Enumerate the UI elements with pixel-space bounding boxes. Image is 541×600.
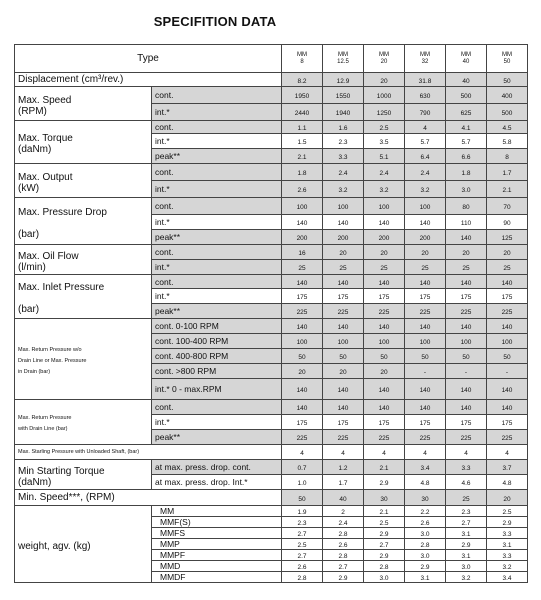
value-cell: 4.1 xyxy=(446,121,487,134)
value-cell: 20 xyxy=(323,245,364,260)
condition-label: cont. 100-400 RPM xyxy=(152,334,282,349)
value-cell: 1.6 xyxy=(323,121,364,134)
value-cell: 8 xyxy=(487,149,528,164)
value-cell: 5.7 xyxy=(405,134,446,149)
value-cell: 1.0 xyxy=(282,475,323,490)
value-cell: 225 xyxy=(405,304,446,319)
weight-value-cell: 2.3 xyxy=(446,506,487,517)
value-cell: 1.7 xyxy=(487,164,528,181)
value-cell: 225 xyxy=(364,304,405,319)
weight-value-cell: 2.8 xyxy=(323,528,364,539)
param-label: Max. Oil Flow (l/min) xyxy=(15,245,152,275)
spec-row xyxy=(15,121,528,134)
value-cell: 4.5 xyxy=(487,121,528,134)
value-cell: 30 xyxy=(364,490,405,506)
value-cell: 100 xyxy=(446,334,487,349)
value-cell: 100 xyxy=(282,198,323,215)
param-label: Max. Inlet Pressure (bar) xyxy=(15,275,152,319)
model-variant-label: MM xyxy=(152,506,282,517)
value-cell: 25 xyxy=(446,260,487,275)
weight-value-cell: 2.7 xyxy=(282,550,323,561)
value-cell: 140 xyxy=(323,319,364,334)
value-cell: 25 xyxy=(323,260,364,275)
value-cell: 0.7 xyxy=(282,460,323,475)
model-header: MM 40 xyxy=(446,45,487,73)
condition-label: int.* xyxy=(152,215,282,230)
weight-value-cell: 2.9 xyxy=(405,561,446,572)
value-cell: 140 xyxy=(405,379,446,400)
value-cell: 1.8 xyxy=(446,164,487,181)
model-header: MM 50 xyxy=(487,45,528,73)
spec-row xyxy=(15,400,528,415)
value-cell: 2440 xyxy=(282,104,323,121)
spec-row xyxy=(15,490,528,506)
value-cell: 100 xyxy=(364,334,405,349)
value-cell: 4 xyxy=(446,445,487,460)
value-cell: 175 xyxy=(405,289,446,304)
value-cell: 175 xyxy=(364,289,405,304)
value-cell: 50 xyxy=(323,349,364,364)
value-cell: 1.5 xyxy=(282,134,323,149)
value-cell: 4 xyxy=(405,445,446,460)
value-cell: 140 xyxy=(405,215,446,230)
value-cell: 4 xyxy=(405,121,446,134)
weight-value-cell: 2.5 xyxy=(487,506,528,517)
weight-value-cell: 3.2 xyxy=(487,561,528,572)
value-cell: 25 xyxy=(405,260,446,275)
weight-value-cell: 2.2 xyxy=(405,506,446,517)
value-cell: 3.0 xyxy=(446,181,487,198)
condition-label: int.* xyxy=(152,415,282,430)
model-variant-label: MMPF xyxy=(152,550,282,561)
value-cell: 140 xyxy=(446,319,487,334)
weight-value-cell: 2.9 xyxy=(364,528,405,539)
value-cell: 175 xyxy=(323,289,364,304)
weight-value-cell: 3.1 xyxy=(405,572,446,583)
value-cell: 20 xyxy=(364,73,405,87)
condition-label: cont. xyxy=(152,121,282,134)
value-cell: 140 xyxy=(323,379,364,400)
value-cell: 100 xyxy=(364,198,405,215)
value-cell: 40 xyxy=(323,490,364,506)
value-cell: 50 xyxy=(487,73,528,87)
param-label: Max. Speed (RPM) xyxy=(15,87,152,121)
value-cell: 90 xyxy=(487,215,528,230)
value-cell: 31.8 xyxy=(405,73,446,87)
value-cell: 140 xyxy=(282,319,323,334)
param-label: Min. Speed***, (RPM) xyxy=(15,490,282,506)
weight-value-cell: 2.6 xyxy=(282,561,323,572)
value-cell: 3.7 xyxy=(487,460,528,475)
weight-value-cell: 3.0 xyxy=(446,561,487,572)
condition-label: cont. xyxy=(152,198,282,215)
value-cell: 175 xyxy=(446,289,487,304)
param-label: Displacement (cm³/rev.) xyxy=(15,73,282,87)
value-cell: 140 xyxy=(487,275,528,289)
value-cell: 4 xyxy=(487,445,528,460)
value-cell: 140 xyxy=(364,275,405,289)
value-cell: 175 xyxy=(323,415,364,430)
value-cell: 175 xyxy=(364,415,405,430)
value-cell: 50 xyxy=(487,349,528,364)
value-cell: 25 xyxy=(364,260,405,275)
value-cell: 2.4 xyxy=(405,164,446,181)
value-cell: 200 xyxy=(364,230,405,245)
value-cell: 140 xyxy=(364,319,405,334)
condition-label: cont. 400-800 RPM xyxy=(152,349,282,364)
condition-label: int.* 0 - max.RPM xyxy=(152,379,282,400)
value-cell: 1000 xyxy=(364,87,405,104)
value-cell: 25 xyxy=(446,490,487,506)
value-cell: 140 xyxy=(282,215,323,230)
model-variant-label: MMDF xyxy=(152,572,282,583)
value-cell: 225 xyxy=(446,430,487,445)
value-cell: 140 xyxy=(282,275,323,289)
condition-label: int.* xyxy=(152,104,282,121)
value-cell: - xyxy=(446,364,487,379)
value-cell: 2.5 xyxy=(364,121,405,134)
value-cell: 2.4 xyxy=(323,164,364,181)
weight-value-cell: 1.9 xyxy=(282,506,323,517)
value-cell: 175 xyxy=(282,289,323,304)
weight-value-cell: 2.4 xyxy=(323,517,364,528)
weight-value-cell: 2.8 xyxy=(282,572,323,583)
spec-row xyxy=(15,445,528,460)
value-cell: 4.8 xyxy=(487,475,528,490)
param-label: Max. Output (kW) xyxy=(15,164,152,198)
value-cell: 2.1 xyxy=(282,149,323,164)
value-cell: 125 xyxy=(487,230,528,245)
spec-row xyxy=(15,198,528,215)
value-cell: 6.6 xyxy=(446,149,487,164)
value-cell: 30 xyxy=(405,490,446,506)
weight-value-cell: 2.9 xyxy=(364,550,405,561)
value-cell: 3.2 xyxy=(323,181,364,198)
value-cell: 2.9 xyxy=(364,475,405,490)
value-cell: 1250 xyxy=(364,104,405,121)
value-cell: 1.8 xyxy=(282,164,323,181)
condition-label: cont. xyxy=(152,164,282,181)
value-cell: 625 xyxy=(446,104,487,121)
param-label: Max. Return Pressure w/o Drain Line or Max. Pressure in Drain (bar) xyxy=(15,319,152,400)
condition-label: cont. xyxy=(152,245,282,260)
weight-value-cell: 2.1 xyxy=(364,506,405,517)
value-cell: 200 xyxy=(282,230,323,245)
condition-label: cont. xyxy=(152,400,282,415)
value-cell: 20 xyxy=(446,245,487,260)
weight-value-cell: 2.3 xyxy=(282,517,323,528)
condition-label: cont. 0-100 RPM xyxy=(152,319,282,334)
value-cell: 175 xyxy=(487,289,528,304)
condition-label: at max. press. drop. Int.* xyxy=(152,475,282,490)
specification-table xyxy=(14,44,528,583)
value-cell: 20 xyxy=(487,245,528,260)
weight-value-cell: 3.0 xyxy=(405,528,446,539)
value-cell: 4 xyxy=(282,445,323,460)
value-cell: 225 xyxy=(487,304,528,319)
value-cell: 100 xyxy=(323,334,364,349)
weight-value-cell: 2.9 xyxy=(487,517,528,528)
value-cell: 5.7 xyxy=(446,134,487,149)
weight-value-cell: 2.5 xyxy=(282,539,323,550)
value-cell: 140 xyxy=(446,230,487,245)
weight-value-cell: 3.0 xyxy=(364,572,405,583)
value-cell: 25 xyxy=(282,260,323,275)
value-cell: 20 xyxy=(405,245,446,260)
model-variant-label: MMF(S) xyxy=(152,517,282,528)
weight-value-cell: 2.6 xyxy=(323,539,364,550)
value-cell: 3.3 xyxy=(323,149,364,164)
value-cell: 790 xyxy=(405,104,446,121)
condition-label: peak** xyxy=(152,304,282,319)
value-cell: 175 xyxy=(405,415,446,430)
value-cell: 2.3 xyxy=(323,134,364,149)
value-cell: 70 xyxy=(487,198,528,215)
value-cell: 140 xyxy=(487,319,528,334)
condition-label: int.* xyxy=(152,134,282,149)
weight-value-cell: 3.1 xyxy=(446,528,487,539)
weight-value-cell: 3.2 xyxy=(446,572,487,583)
value-cell: 20 xyxy=(323,364,364,379)
value-cell: 1950 xyxy=(282,87,323,104)
param-label: Max. Pressure Drop (bar) xyxy=(15,198,152,245)
model-variant-label: MMP xyxy=(152,539,282,550)
value-cell: 100 xyxy=(405,198,446,215)
weight-value-cell: 2.7 xyxy=(323,561,364,572)
value-cell: - xyxy=(487,364,528,379)
value-cell: 20 xyxy=(282,364,323,379)
value-cell: 3.5 xyxy=(364,134,405,149)
value-cell: 225 xyxy=(364,430,405,445)
value-cell: 2.1 xyxy=(364,460,405,475)
value-cell: 50 xyxy=(405,349,446,364)
weight-value-cell: 3.3 xyxy=(487,550,528,561)
value-cell: 1940 xyxy=(323,104,364,121)
value-cell: 140 xyxy=(323,215,364,230)
model-variant-label: MMFS xyxy=(152,528,282,539)
condition-label: peak** xyxy=(152,230,282,245)
value-cell: 140 xyxy=(405,400,446,415)
condition-label: cont. xyxy=(152,87,282,104)
value-cell: 25 xyxy=(487,260,528,275)
param-label: Max. Torque (daNm) xyxy=(15,121,152,164)
header-row xyxy=(15,45,528,73)
spec-row xyxy=(15,319,528,334)
value-cell: 175 xyxy=(446,415,487,430)
value-cell: 140 xyxy=(446,400,487,415)
model-variant-label: MMD xyxy=(152,561,282,572)
weight-value-cell: 2 xyxy=(323,506,364,517)
value-cell: 500 xyxy=(446,87,487,104)
value-cell: 3.2 xyxy=(364,181,405,198)
weight-value-cell: 3.4 xyxy=(487,572,528,583)
value-cell: 16 xyxy=(282,245,323,260)
value-cell: 140 xyxy=(446,379,487,400)
table-body xyxy=(15,45,528,583)
spec-row xyxy=(15,73,528,87)
value-cell: 4 xyxy=(323,445,364,460)
spec-row xyxy=(15,245,528,260)
value-cell: 225 xyxy=(487,430,528,445)
weight-value-cell: 3.0 xyxy=(405,550,446,561)
spec-row xyxy=(15,460,528,475)
value-cell: 6.4 xyxy=(405,149,446,164)
value-cell: 140 xyxy=(487,400,528,415)
value-cell: 2.6 xyxy=(282,181,323,198)
value-cell: 4 xyxy=(364,445,405,460)
value-cell: 50 xyxy=(282,490,323,506)
weight-value-cell: 2.5 xyxy=(364,517,405,528)
value-cell: 630 xyxy=(405,87,446,104)
param-label: Max. Starling Pressure with Unloaded Shaft, (bar) xyxy=(15,445,282,460)
value-cell: 2.4 xyxy=(364,164,405,181)
weight-label: weight, agv. (kg) xyxy=(15,506,152,583)
value-cell: 200 xyxy=(323,230,364,245)
value-cell: 100 xyxy=(282,334,323,349)
model-header: MM 20 xyxy=(364,45,405,73)
weight-value-cell: 2.6 xyxy=(405,517,446,528)
value-cell: 140 xyxy=(323,400,364,415)
value-cell: 225 xyxy=(405,430,446,445)
weight-value-cell: 2.8 xyxy=(364,561,405,572)
value-cell: 20 xyxy=(364,245,405,260)
value-cell: 110 xyxy=(446,215,487,230)
value-cell: 1550 xyxy=(323,87,364,104)
weight-value-cell: 2.7 xyxy=(364,539,405,550)
value-cell: 100 xyxy=(405,334,446,349)
condition-label: cont. >800 RPM xyxy=(152,364,282,379)
value-cell: 140 xyxy=(364,215,405,230)
weight-value-cell: 2.9 xyxy=(446,539,487,550)
value-cell: 50 xyxy=(446,349,487,364)
value-cell: 3.2 xyxy=(405,181,446,198)
value-cell: 140 xyxy=(364,400,405,415)
value-cell: 175 xyxy=(282,415,323,430)
weight-value-cell: 3.1 xyxy=(446,550,487,561)
value-cell: 140 xyxy=(446,275,487,289)
value-cell: 225 xyxy=(323,430,364,445)
value-cell: 140 xyxy=(323,275,364,289)
value-cell: 500 xyxy=(487,104,528,121)
value-cell: 140 xyxy=(405,275,446,289)
value-cell: 3.4 xyxy=(405,460,446,475)
value-cell: 12.9 xyxy=(323,73,364,87)
value-cell: 200 xyxy=(405,230,446,245)
condition-label: int.* xyxy=(152,260,282,275)
value-cell: 140 xyxy=(405,319,446,334)
value-cell: 4.6 xyxy=(446,475,487,490)
value-cell: 225 xyxy=(446,304,487,319)
model-header: MM 32 xyxy=(405,45,446,73)
weight-value-cell: 3.1 xyxy=(487,539,528,550)
value-cell: 225 xyxy=(323,304,364,319)
value-cell: 80 xyxy=(446,198,487,215)
condition-label: int.* xyxy=(152,181,282,198)
value-cell: 5.1 xyxy=(364,149,405,164)
weight-value-cell: 2.7 xyxy=(446,517,487,528)
value-cell: 1.7 xyxy=(323,475,364,490)
condition-label: at max. press. drop. cont. xyxy=(152,460,282,475)
value-cell: 2.1 xyxy=(487,181,528,198)
param-label: Max. Return Pressure with Drain Line (bar) xyxy=(15,400,152,445)
spec-row xyxy=(15,275,528,289)
weight-value-cell: 3.3 xyxy=(487,528,528,539)
value-cell: - xyxy=(405,364,446,379)
value-cell: 140 xyxy=(487,379,528,400)
weight-value-cell: 2.9 xyxy=(323,572,364,583)
value-cell: 20 xyxy=(364,364,405,379)
model-header: MM 8 xyxy=(282,45,323,73)
value-cell: 50 xyxy=(282,349,323,364)
value-cell: 400 xyxy=(487,87,528,104)
condition-label: peak** xyxy=(152,430,282,445)
value-cell: 140 xyxy=(364,379,405,400)
spec-row xyxy=(15,164,528,181)
value-cell: 20 xyxy=(487,490,528,506)
weight-value-cell: 2.8 xyxy=(405,539,446,550)
value-cell: 4.8 xyxy=(405,475,446,490)
model-header: MM 12.5 xyxy=(323,45,364,73)
value-cell: 3.3 xyxy=(446,460,487,475)
value-cell: 1.2 xyxy=(323,460,364,475)
value-cell: 40 xyxy=(446,73,487,87)
type-header: Type xyxy=(15,45,282,73)
value-cell: 175 xyxy=(487,415,528,430)
condition-label: int.* xyxy=(152,289,282,304)
value-cell: 140 xyxy=(282,400,323,415)
weight-row xyxy=(15,506,528,517)
condition-label: peak** xyxy=(152,149,282,164)
param-label: Min Starting Torque (daNm) xyxy=(15,460,152,490)
condition-label: cont. xyxy=(152,275,282,289)
value-cell: 50 xyxy=(364,349,405,364)
weight-value-cell: 2.7 xyxy=(282,528,323,539)
document-title: SPECIFITION DATA xyxy=(153,14,277,29)
value-cell: 5.8 xyxy=(487,134,528,149)
spec-row xyxy=(15,87,528,104)
value-cell: 8.2 xyxy=(282,73,323,87)
weight-value-cell: 2.8 xyxy=(323,550,364,561)
value-cell: 225 xyxy=(282,304,323,319)
value-cell: 100 xyxy=(323,198,364,215)
value-cell: 1.1 xyxy=(282,121,323,134)
value-cell: 225 xyxy=(282,430,323,445)
value-cell: 100 xyxy=(487,334,528,349)
value-cell: 140 xyxy=(282,379,323,400)
